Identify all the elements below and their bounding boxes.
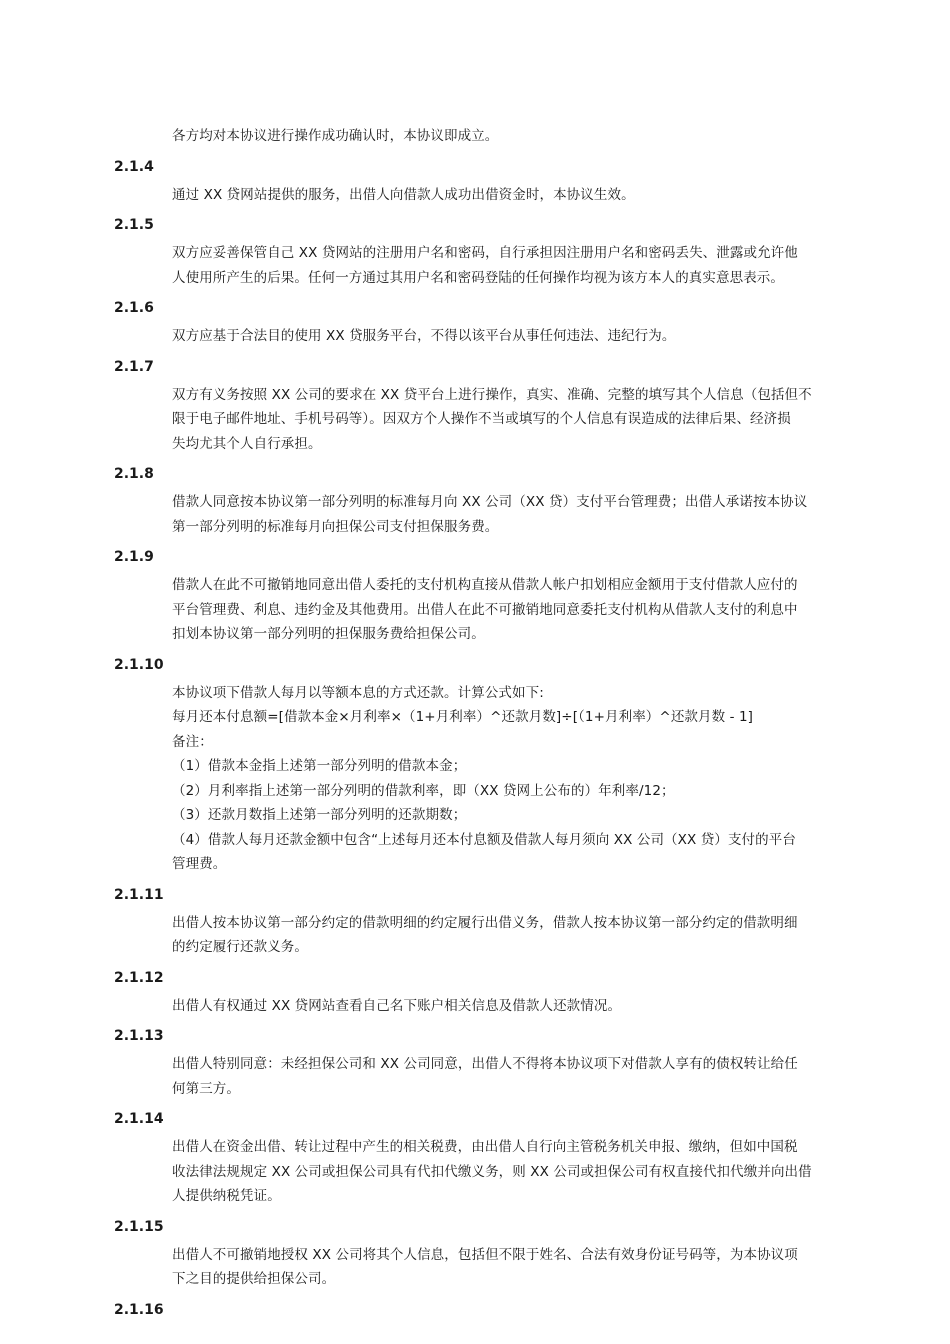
text-line: 人提供纳税凭证。 [172,1188,281,1204]
text-line: 借款人在此不可撤销地同意出借人委托的支付机构直接从借款人帐户扣划相应金额用于支付借款人应付的 [172,577,798,593]
section-2-1-4 [114,155,838,208]
text-line: 第一部分列明的标准每月向担保公司支付担保服务费。 [172,518,499,535]
note-item-continued: 管理费。 [172,856,227,872]
section-2-1-12 [114,966,838,1019]
section-paragraph [172,1052,838,1101]
text-line: 平台管理费、利息、违约金及其他费用。出借人在此不可撤销地同意委托支付机构从借款人支付的利息中 [172,601,798,618]
text-line: 双方应基于合法目的使用 XX 贷服务平台，不得以该平台从事任何违法、违纪行为。 [172,328,676,344]
text-line: 双方应妥善保管自己 XX 贷网站的注册用户名和密码，自行承担因注册用户名和密码丢失、泄露或允许他 [172,245,798,261]
section-paragraph [172,183,838,208]
text-line: 出借人在资金出借、转让过程中产生的相关税费，由出借人自行向主管税务机关申报、缴纳，但如中国税 [172,1139,798,1155]
note-item: （4）借款人每月还款金额中包含“上述每月还本付息额及借款人每月须向 XX 公司（XX 贷）支付的平台 [172,831,796,848]
text-line: 何第三方。 [172,1080,240,1097]
text-line: 出借人特别同意：未经担保公司和 XX 公司同意，出借人不得将本协议项下对借款人享有的债权转让给任 [172,1056,798,1072]
section-number: 2.1.12 [114,969,164,986]
section-number: 2.1.5 [114,217,154,233]
section-number: 2.1.13 [114,1028,164,1044]
note-item: （1）借款本金指上述第一部分列明的借款本金； [172,758,467,774]
text-line: 人使用所产生的后果。任何一方通过其用户名和密码登陆的任何操作均视为该方本人的真实意思表示。 [172,269,784,286]
formula-line: 每月还本付息额=[借款本金×月利率×（1+月利率）^还款月数]÷[（1+月利率）^还款月数 - 1] [172,709,754,725]
section-number: 2.1.6 [114,300,154,316]
section-2-1-11 [114,883,838,960]
section-number: 2.1.15 [114,1218,164,1235]
section-number: 2.1.14 [114,1111,164,1127]
note-heading: 备注： [172,733,213,750]
note-item: （3）还款月数指上述第一部分列明的还款期数； [172,807,467,823]
section-number: 2.1.10 [114,656,164,673]
text-line: 借款人同意按本协议第一部分列明的标准每月向 XX 公司（XX 贷）支付平台管理费；出借人承诺按本协议 [172,494,808,510]
section-paragraph [172,911,838,960]
text-line: 失均尤其个人自行承担。 [172,435,322,452]
text-line: 限于电子邮件地址、手机号码等）。因双方个人操作不当或填写的个人信息有误造成的法律后果、经济损 [172,411,791,427]
section-2-1-6 [114,296,838,349]
section-2-1-9 [114,545,838,647]
text-line: 通过 XX 贷网站提供的服务，出借人向借款人成功出借资金时，本协议生效。 [172,186,635,203]
section-paragraph [172,573,838,647]
section-2-1-8 [114,462,838,539]
section-number: 2.1.9 [114,549,154,565]
section-2-1-16 [114,1298,838,1322]
section-paragraph [172,681,838,877]
section-paragraph [172,994,838,1019]
section-2-1-14 [114,1107,838,1209]
section-2-1-5 [114,213,838,290]
section-number: 2.1.8 [114,466,154,482]
section-paragraph [172,383,838,457]
text-line: 的约定履行还款义务。 [172,939,308,955]
section-paragraph [172,1135,838,1209]
section-2-1-7 [114,355,838,457]
section-number: 2.1.11 [114,886,164,903]
text-line: 扣划本协议第一部分列明的担保服务费给担保公司。 [172,626,485,642]
text-line: 收法律法规规定 XX 公司或担保公司具有代扣代缴义务，则 XX 公司或担保公司有权直接代扣代缴并向出借 [172,1163,812,1180]
section-paragraph [172,241,838,290]
section-2-1-15 [114,1215,838,1292]
section-number: 2.1.16 [114,1301,164,1318]
section-paragraph [172,1243,838,1292]
section-paragraph [172,324,838,349]
text-line: 出借人不可撤销地授权 XX 公司将其个人信息，包括但不限于姓名、合法有效身份证号码等，为本协议项 [172,1246,798,1263]
text-line: 出借人按本协议第一部分约定的借款明细的约定履行出借义务，借款人按本协议第一部分约定的借款明细 [172,914,798,931]
section-2-1-10 [114,653,838,877]
section-2-1-13 [114,1024,838,1101]
intro-paragraph: 各方均对本协议进行操作成功确认时，本协议即成立。 [172,128,499,144]
section-number: 2.1.4 [114,158,154,175]
text-line: 本协议项下借款人每月以等额本息的方式还款。计算公式如下: [172,684,544,701]
section-number: 2.1.7 [114,358,154,375]
section-paragraph [172,490,838,539]
text-line: 出借人有权通过 XX 贷网站查看自己名下账户相关信息及借款人还款情况。 [172,997,622,1014]
document-content [114,124,838,1326]
text-line: 双方有义务按照 XX 公司的要求在 XX 贷平台上进行操作，真实、准确、完整的填写其个人信息（包括但不 [172,386,812,403]
text-line: 下之目的提供给担保公司。 [172,1271,336,1287]
note-item: （2）月利率指上述第一部分列明的借款利率，即（XX 贷网上公布的）年利率/12； [172,782,675,799]
